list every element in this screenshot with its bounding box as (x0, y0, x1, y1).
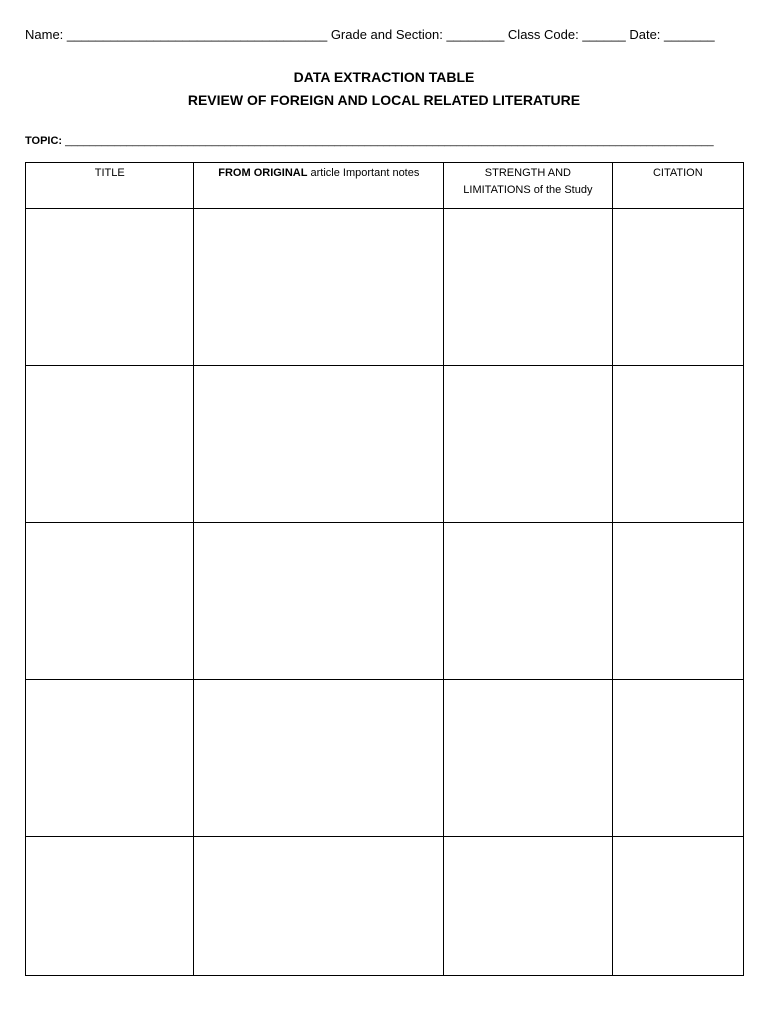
cell-strength-limitations[interactable] (444, 209, 612, 366)
cell-title[interactable] (26, 209, 194, 366)
topic-label: TOPIC: (25, 135, 63, 147)
cell-title[interactable] (26, 837, 194, 976)
table-row (26, 366, 744, 523)
cell-original-notes[interactable] (194, 209, 444, 366)
cell-citation[interactable] (612, 209, 743, 366)
table-row (26, 680, 744, 837)
cell-title[interactable] (26, 680, 194, 837)
column-header-citation (612, 163, 743, 209)
data-extraction-table (25, 162, 744, 976)
cell-citation[interactable] (612, 680, 743, 837)
column-header-citation-text: CITATION (652, 167, 703, 179)
cell-strength-limitations[interactable] (444, 837, 612, 976)
name-field[interactable]: ____________________________________ (63, 27, 331, 42)
class-code-field[interactable]: ______ (578, 27, 630, 42)
name-label: Name: (25, 27, 64, 42)
column-header-strength-limitations (444, 163, 612, 209)
student-info-line (25, 27, 715, 42)
document-title: DATA EXTRACTION TABLE (293, 69, 475, 85)
document-subtitle: REVIEW OF FOREIGN AND LOCAL RELATED LITERATURE (187, 92, 581, 108)
class-code-label: Class Code: (507, 27, 579, 42)
cell-title[interactable] (26, 366, 194, 523)
grade-section-label: Grade and Section: (330, 27, 443, 42)
column-header-title-text: TITLE (94, 167, 125, 179)
cell-original-notes[interactable] (194, 837, 444, 976)
table-row (26, 209, 744, 366)
grade-section-field[interactable]: ________ (442, 27, 508, 42)
topic-field[interactable]: __________________________________________________________________________________________________________ (62, 135, 714, 147)
cell-original-notes[interactable] (194, 680, 444, 837)
cell-strength-limitations[interactable] (444, 523, 612, 680)
cell-strength-limitations[interactable] (444, 680, 612, 837)
date-label: Date: (629, 27, 661, 42)
cell-strength-limitations[interactable] (444, 366, 612, 523)
column-header-strength-line1: STRENGTH AND (484, 167, 571, 179)
cell-citation[interactable] (612, 366, 743, 523)
column-header-title (26, 163, 194, 209)
topic-line (25, 135, 714, 147)
column-header-original-rest: article Important notes (307, 167, 420, 179)
cell-original-notes[interactable] (194, 523, 444, 680)
column-header-original-bold: FROM ORIGINAL (218, 167, 308, 179)
table-header-row (26, 163, 744, 209)
cell-original-notes[interactable] (194, 366, 444, 523)
table-row (26, 523, 744, 680)
column-header-strength-line2: LIMITATIONS of the Study (463, 184, 593, 196)
cell-citation[interactable] (612, 837, 743, 976)
column-header-original-notes (194, 163, 444, 209)
cell-title[interactable] (26, 523, 194, 680)
table-row (26, 837, 744, 976)
date-field[interactable]: _______ (660, 27, 715, 42)
cell-citation[interactable] (612, 523, 743, 680)
